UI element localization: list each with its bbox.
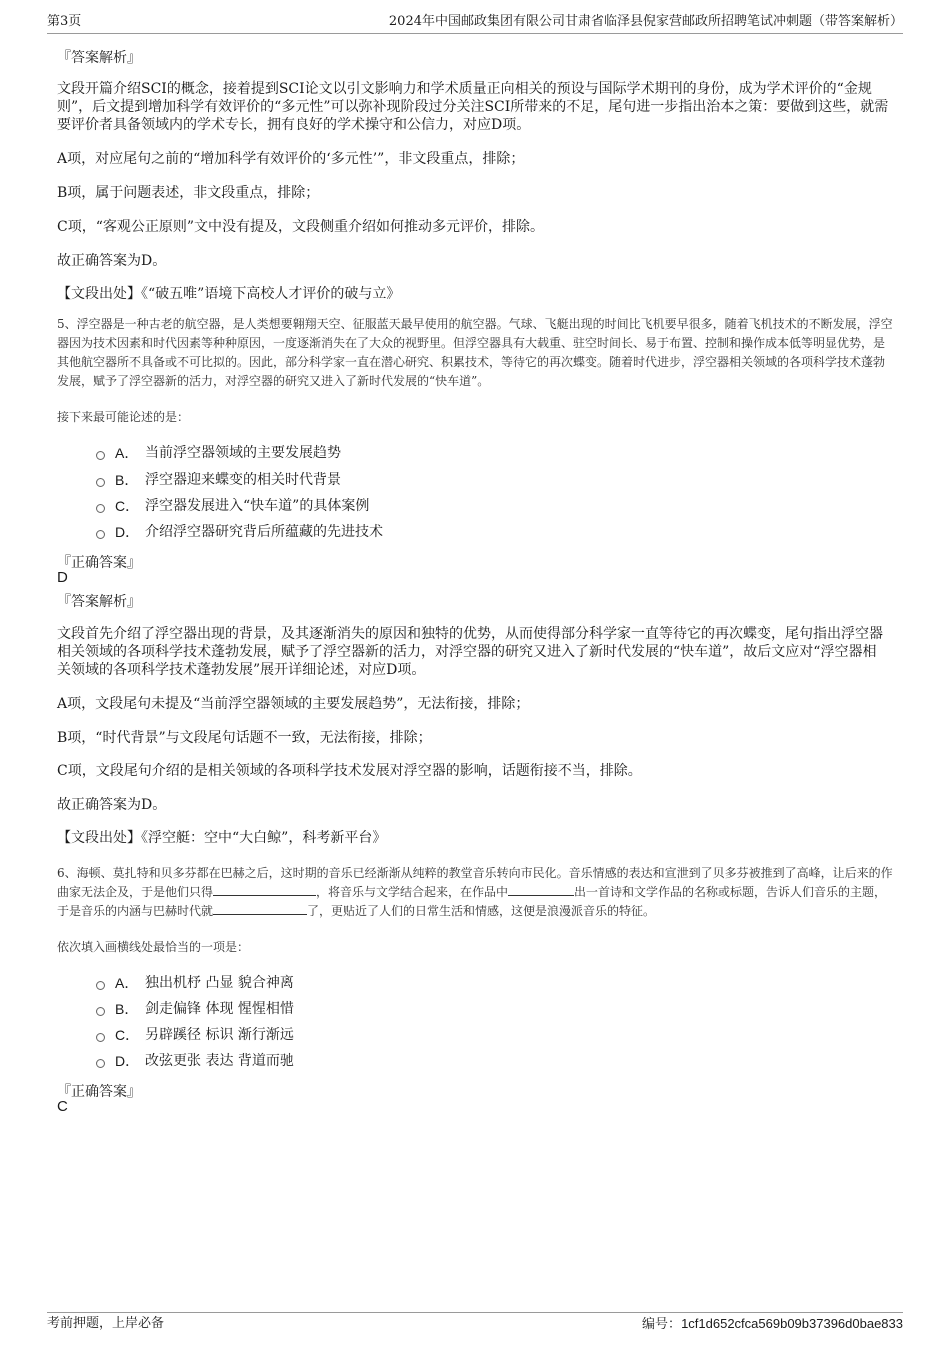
correct-answer-label: 『正确答案』 <box>57 1084 141 1100</box>
option-b-analysis: B项，属于问题表述，非文段重点，排除； <box>57 185 320 201</box>
question-5-option-a[interactable] <box>96 443 341 463</box>
question-5-option-c[interactable] <box>96 496 369 516</box>
radio-icon[interactable] <box>96 981 105 990</box>
answer-analysis-text: 文段首先介绍了浮空器出现的背景，及其逐渐消失的原因和独特的优势，从而使得部分科学家一直等待它的再次蝶变，尾句指出浮空器相关领域的各项科学技术蓬勃发展，赋予了浮空器新的活力，对浮空器的研究又进入了新时代发展的“快车道”，故后文应对“浮空器相关领域的各项科学技术蓬勃发展”展开详细论述，对应D项。 <box>57 626 883 678</box>
option-a-analysis: A项，文段尾句未提及“当前浮空器领域的主要发展趋势”，无法衔接，排除； <box>57 696 530 712</box>
radio-icon[interactable] <box>96 478 105 487</box>
stem-part: 6、海顿、莫扎特和贝多芬都在巴赫之后，这时期的音乐已经渐渐从纯粹的教堂音乐转向市民化。音乐情感的表达和宣泄到了贝多芬被推到了高峰，让后来的作曲家无法企及，于是他们只得 <box>57 866 893 899</box>
radio-icon[interactable] <box>96 530 105 539</box>
option-letter: C． <box>115 1027 140 1043</box>
question-6-option-d[interactable] <box>96 1051 294 1071</box>
radio-icon[interactable] <box>96 1059 105 1068</box>
source-citation: 【文段出处】《浮空艇：空中“大白鲸”，科考新平台》 <box>57 830 387 846</box>
radio-icon[interactable] <box>96 504 105 513</box>
fill-blank-3 <box>213 902 307 915</box>
conclusion-text: 故正确答案为D。 <box>57 253 167 269</box>
option-c-analysis: C项，文段尾句介绍的是相关领域的各项科学技术发展对浮空器的影响，话题衔接不当，排除。 <box>57 763 642 779</box>
answer-analysis-text: 文段开篇介绍SCI的概念，接着提到SCI论文以引文影响力和学术质量正向相关的预设与国际学术期刊的身份，成为学术评价的“金规则”，后文提到增加科学有效评价的“多元性”可以弥补现阶段过分关注SCI所带来的不足，尾句进一步指出治本之策：要做到这些，就需要评价者具备领域内的学术专长，拥有良好的学术操守和公信力，对应D项。 <box>57 81 889 133</box>
question-6-option-c[interactable] <box>96 1025 294 1045</box>
page-header <box>47 13 903 34</box>
radio-icon[interactable] <box>96 1007 105 1016</box>
option-text: 浮空器迎来蝶变的相关时代背景 <box>145 472 341 488</box>
radio-icon[interactable] <box>96 451 105 460</box>
option-text: 介绍浮空器研究背后所蕴藏的先进技术 <box>145 524 383 540</box>
answer-analysis-label: 『答案解析』 <box>57 594 141 610</box>
option-text: 另辟蹊径 标识 渐行渐远 <box>145 1027 294 1043</box>
fill-blank-1 <box>213 883 316 896</box>
question-5-option-b[interactable] <box>96 470 341 490</box>
question-6-prompt: 依次填入画横线处最恰当的一项是： <box>57 940 250 954</box>
stem-part: 了，更贴近了人们的日常生活和情感，这便是浪漫派音乐的特征。 <box>307 904 656 918</box>
page-number: 第3页 <box>47 14 82 29</box>
correct-answer-value: D <box>57 569 68 586</box>
answer-analysis-label: 『答案解析』 <box>57 50 141 66</box>
question-6-option-b[interactable] <box>96 999 294 1019</box>
option-b-analysis: B项，“时代背景”与文段尾句话题不一致，无法衔接，排除； <box>57 730 432 746</box>
document-code <box>642 1315 903 1334</box>
fill-blank-2 <box>508 883 574 896</box>
page-footer <box>47 1312 903 1333</box>
option-text: 剑走偏锋 体现 惺惺相惜 <box>145 1001 294 1017</box>
option-letter: D． <box>115 1053 140 1069</box>
option-letter: C． <box>115 498 140 514</box>
option-text: 当前浮空器领域的主要发展趋势 <box>145 445 341 461</box>
option-a-analysis: A项，对应尾句之前的“增加科学有效评价的‘多元性’”，非文段重点，排除； <box>57 151 525 167</box>
option-text: 改弦更张 表达 背道而驰 <box>145 1053 294 1069</box>
correct-answer-value: C <box>57 1098 68 1115</box>
correct-answer-label: 『正确答案』 <box>57 555 141 571</box>
option-letter: A． <box>115 975 139 991</box>
option-text: 浮空器发展进入“快车道”的具体案例 <box>145 498 370 514</box>
radio-icon[interactable] <box>96 1033 105 1042</box>
conclusion-text: 故正确答案为D。 <box>57 797 167 813</box>
option-letter: B． <box>115 1001 139 1017</box>
option-letter: D． <box>115 524 140 540</box>
option-text: 独出机杼 凸显 貌合神离 <box>145 975 294 991</box>
question-6-stem <box>57 864 893 921</box>
stem-part: 出一首诗和文学作品的名称或标题，告诉人们音乐的主题，于是音乐的内涵与巴赫时代就 <box>57 885 887 918</box>
question-6-option-a[interactable] <box>96 973 294 993</box>
question-5-prompt: 接下来最可能论述的是： <box>57 410 190 424</box>
stem-part: ，将音乐与文学结合起来，在作品中 <box>316 885 509 899</box>
option-letter: A． <box>115 445 139 461</box>
question-5-option-d[interactable] <box>96 522 383 542</box>
footer-slogan: 考前押题，上岸必备 <box>47 1316 165 1331</box>
option-letter: B． <box>115 472 139 488</box>
option-c-analysis: C项，“客观公正原则”文中没有提及，文段侧重介绍如何推动多元评价，排除。 <box>57 219 545 235</box>
question-5-stem: 5、浮空器是一种古老的航空器，是人类想要翱翔天空、征服蓝天最早使用的航空器。气球、飞艇出现的时间比飞机要早很多，随着飞机技术的不断发展，浮空器因为技术因素和时代因素等种种原因，一度逐渐消失在了大众的视野里。但浮空器具有大载重、驻空时间长、易于布置、控制和操作成本低等明显优势，是其他航空器所不具备或不可比拟的。因此，部分科学家一直在潜心研究、积累技术，等待它的再次蝶变。随着时代进步，浮空器相关领域的各项科学技术蓬勃发展，赋予了浮空器新的活力，对浮空器的研究又进入了新时代发展的“快车道”。 <box>57 317 893 388</box>
code-value: 1cf1d652cfca569b09b37396d0bae833 <box>681 1316 903 1331</box>
source-citation: 【文段出处】《“破五唯”语境下高校人才评价的破与立》 <box>57 286 401 302</box>
document-title: 2024年中国邮政集团有限公司甘肃省临泽县倪家营邮政所招聘笔试冲刺题（带答案解析） <box>388 14 903 29</box>
code-label: 编号： <box>642 1317 682 1332</box>
